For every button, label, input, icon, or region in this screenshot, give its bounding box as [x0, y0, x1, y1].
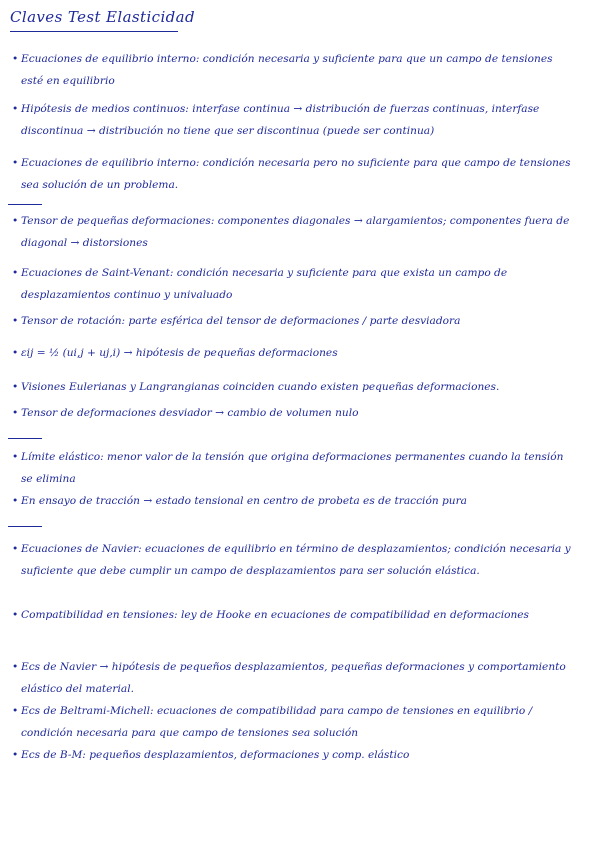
section-divider — [8, 438, 42, 439]
list-item — [12, 700, 578, 744]
list-item-text: Visiones Eulerianas y Langrangianas coinciden cuando existen pequeñas deformaciones. — [21, 381, 500, 393]
bullet: • — [12, 543, 19, 555]
bullet: • — [12, 705, 19, 717]
bullet: • — [12, 103, 19, 115]
list-item — [12, 538, 578, 582]
list-item — [12, 376, 578, 398]
list-item-text: Ecs de Beltrami-Michell: ecuaciones de compatibilidad para campo de tensiones en equilibrio / condición necesaria para que campo de tensiones sea solución — [21, 705, 533, 739]
bullet: • — [12, 157, 19, 169]
list-item-text: Ecs de B-M: pequeños desplazamientos, deformaciones y comp. elástico — [21, 749, 410, 761]
list-item-text: Ecuaciones de equilibrio interno: condición necesaria pero no suficiente para que campo de tensiones sea solución de un problema. — [21, 157, 571, 191]
list-item-text: Tensor de deformaciones desviador → cambio de volumen nulo — [21, 407, 359, 419]
bullet: • — [12, 315, 19, 327]
list-item — [12, 262, 578, 306]
section-divider — [8, 526, 42, 527]
bullet: • — [12, 661, 19, 673]
section-divider — [8, 204, 42, 205]
list-item — [12, 98, 578, 142]
list-item — [12, 48, 578, 92]
bullet: • — [12, 267, 19, 279]
list-item-text: Tensor de rotación: parte esférica del tensor de deformaciones / parte desviadora — [21, 315, 461, 327]
list-item — [12, 604, 578, 626]
bullet: • — [12, 407, 19, 419]
page-title: Claves Test Elasticidad — [10, 8, 196, 26]
bullet: • — [12, 215, 19, 227]
list-item-text: Ecuaciones de Navier: ecuaciones de equilibrio en término de desplazamientos; condición necesaria y suficiente que debe cumplir un campo de desplazamientos para ser solución elástica. — [21, 543, 571, 577]
list-item-text: Límite elástico: menor valor de la tensión que origina deformaciones permanentes cuando la tensión se elimina — [21, 451, 564, 485]
bullet: • — [12, 347, 19, 359]
bullet: • — [12, 609, 19, 621]
list-item-text: Ecuaciones de equilibrio interno: condición necesaria y suficiente para que un campo de tensiones esté en equilibrio — [21, 53, 553, 87]
list-item — [12, 152, 578, 196]
list-item — [12, 210, 578, 254]
list-item-text: Ecs de Navier → hipótesis de pequeños desplazamientos, pequeñas deformaciones y comportamiento elástico del material. — [21, 661, 566, 695]
list-item-text: En ensayo de tracción → estado tensional en centro de probeta es de tracción pura — [21, 495, 467, 507]
title-underline — [10, 31, 178, 32]
list-item — [12, 446, 578, 490]
bullet: • — [12, 381, 19, 393]
bullet: • — [12, 451, 19, 463]
list-item-text: εij = ½ (ui,j + uj,i) → hipótesis de pequeñas deformaciones — [21, 347, 338, 359]
list-item — [12, 744, 578, 766]
bullet: • — [12, 749, 19, 761]
list-item-text: Ecuaciones de Saint-Venant: condición necesaria y suficiente para que exista un campo de desplazamientos continuo y univaluado — [21, 267, 508, 301]
list-item-text: Compatibilidad en tensiones: ley de Hooke en ecuaciones de compatibilidad en deformaciones — [21, 609, 529, 621]
list-item — [12, 310, 578, 332]
list-item — [12, 402, 578, 424]
list-item-text: Tensor de pequeñas deformaciones: componentes diagonales → alargamientos; componentes fuera de diagonal → distorsiones — [21, 215, 570, 249]
bullet: • — [12, 495, 19, 507]
list-item-text: Hipótesis de medios continuos: interfase continua → distribución de fuerzas continuas, interfase discontinua → distribución no tiene que ser discontinua (puede ser continua) — [21, 103, 540, 137]
list-item — [12, 342, 578, 364]
bullet: • — [12, 53, 19, 65]
list-item — [12, 656, 578, 700]
list-item — [12, 490, 578, 512]
